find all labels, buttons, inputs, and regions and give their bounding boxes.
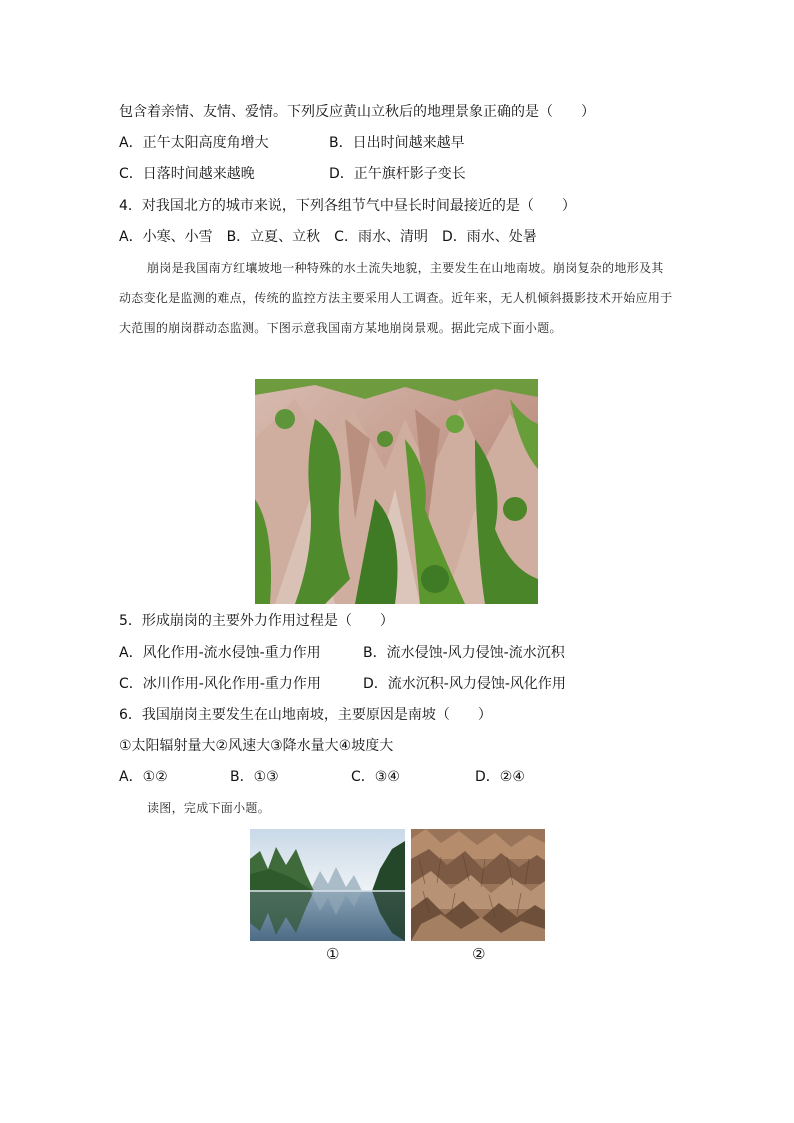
figure-2-badland-photo — [411, 829, 545, 941]
q4-stem: 4．对我国北方的城市来说，下列各组节气中昼长时间最接近的是（ ） — [119, 198, 576, 214]
passage-benggang — [119, 253, 675, 343]
karst-river-illustration — [250, 829, 405, 941]
figure-1-caption: ① — [326, 945, 340, 963]
benggang-illustration — [255, 379, 538, 604]
q5-stem: 5．形成崩岗的主要外力作用过程是（ ） — [119, 613, 394, 629]
figure-2-caption: ② — [472, 945, 486, 963]
benggang-landscape-photo — [255, 379, 538, 604]
q5-option-a: A．风化作用-流水侵蚀-重力作用 — [119, 645, 321, 661]
passage-read-figure — [119, 793, 675, 823]
q4-options: A．小寒、小雪 B．立夏、立秋 C．雨水、清明 D．雨水、处暑 — [119, 229, 537, 245]
q6-option-c: C．③④ — [351, 769, 400, 785]
q3-stem: 包含着亲情、友情、爱情。下列反应黄山立秋后的地理景象正确的是（ ） — [119, 104, 595, 120]
passage-benggang-text: 崩岗是我国南方红壤坡地一种特殊的水土流失地貌，主要发生在山地南坡。崩岗复杂的地形及其动态变化是监测的难点，传统的监控方法主要采用人工调查。近年来，无人机倾斜摄影技术开始应用于大范围的崩岗群动态监测。下图示意我国南方某地崩岗景观。据此完成下面小题。 — [119, 261, 673, 335]
q6-option-a: A．①② — [119, 769, 168, 785]
q3-option-c: C．日落时间越来越晚 — [119, 166, 255, 182]
q5-option-d: D．流水沉积-风力侵蚀-风化作用 — [363, 676, 566, 692]
q6-option-b: B．①③ — [230, 769, 279, 785]
q3-option-a: A．正午太阳高度角增大 — [119, 135, 269, 151]
figure-1-karst-river-photo — [250, 829, 405, 941]
q5-option-b: B．流水侵蚀-风力侵蚀-流水沉积 — [363, 645, 565, 661]
passage-read-figure-text: 读图，完成下面小题。 — [147, 801, 271, 815]
q6-option-d: D．②④ — [475, 769, 525, 785]
q5-option-c: C．冰川作用-风化作用-重力作用 — [119, 676, 321, 692]
q3-option-b: B．日出时间越来越早 — [329, 135, 465, 151]
q6-items: ①太阳辐射量大②风速大③降水量大④坡度大 — [119, 738, 394, 754]
badland-illustration — [411, 829, 545, 941]
q3-option-d: D．正午旗杆影子变长 — [329, 166, 466, 182]
q6-stem: 6．我国崩岗主要发生在山地南坡，主要原因是南坡（ ） — [119, 707, 492, 723]
